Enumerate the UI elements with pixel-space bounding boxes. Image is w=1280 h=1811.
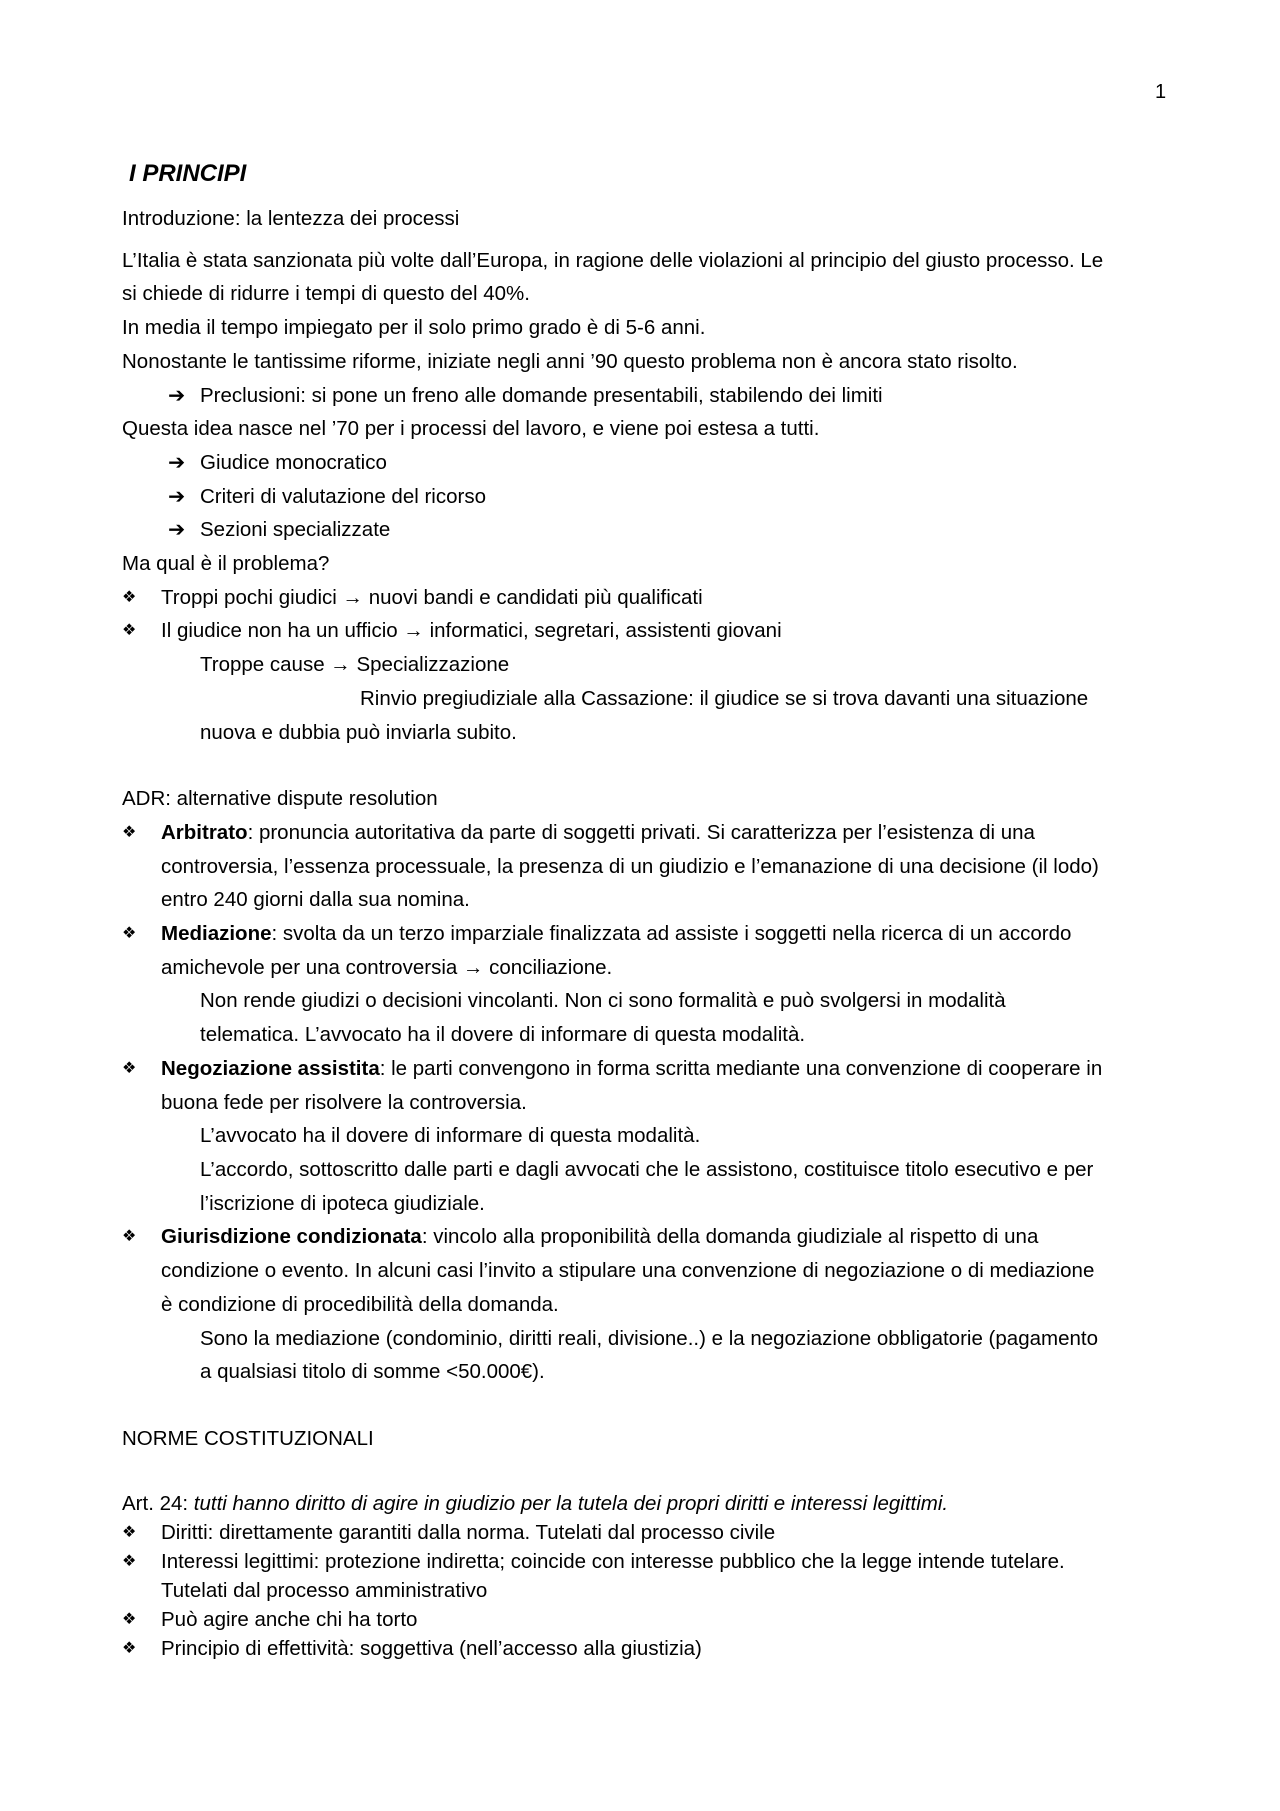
bullet-continuation: entro 240 giorni dalla sua nomina. (161, 888, 470, 912)
bullet-list-item: ❖ Interessi legittimi: protezione indiretta; coincide con interesse pubblico che la legge intende tutelare. (122, 1547, 1167, 1576)
paragraph-line: Questa idea nasce nel ’70 per i processi del lavoro, e viene poi estesa a tutti. (122, 417, 820, 441)
adr-heading: ADR: alternative dispute resolution (122, 787, 438, 811)
indented-line: Rinvio pregiudiziale alla Cassazione: il giudice se si trova davanti una situazione (360, 686, 1089, 710)
bullet-list-item: ❖ Principio di effettività: soggettiva (nell’accesso alla giustizia) (122, 1634, 1167, 1663)
diamond-bullet-icon: ❖ (122, 1639, 137, 1657)
paragraph-line: si chiede di ridurre i tempi di questo del 40%. (122, 282, 530, 306)
bullet-list-item: ❖ Troppi pochi giudici → nuovi bandi e candidati più qualificati (122, 581, 1167, 615)
indented-line: Non rende giudizi o decisioni vincolanti. Non ci sono formalità e può svolgersi in modalità (200, 989, 1006, 1013)
indented-line: telematica. L’avvocato ha il dovere di informare di questa modalità. (200, 1023, 806, 1047)
right-arrow-icon: ➔ (168, 484, 186, 508)
indented-line: a qualsiasi titolo di somme <50.000€). (200, 1360, 545, 1384)
bullet-continuation: condizione o evento. In alcuni casi l’invito a stipulare una convenzione di negoziazione o di mediazione (161, 1259, 1095, 1283)
diamond-bullet-icon: ❖ (122, 1523, 137, 1541)
paragraph-line: Nonostante le tantissime riforme, iniziate negli anni ’90 questo problema non è ancora stato risolto. (122, 349, 1018, 373)
page-number: 1 (1155, 81, 1167, 103)
bullet-continuation: è condizione di procedibilità della domanda. (161, 1292, 559, 1316)
bullet-list-item: ❖ Mediazione: svolta da un terzo imparziale finalizzata ad assiste i soggetti nella ricerca di un accordo (122, 917, 1167, 951)
indented-line: l’iscrizione di ipoteca giudiziale. (200, 1191, 485, 1215)
indented-line: L’accordo, sottoscritto dalle parti e dagli avvocati che le assistono, costituisce titolo esecutivo e per (200, 1157, 1094, 1181)
diamond-bullet-icon: ❖ (122, 925, 137, 943)
indented-line: Troppe cause → Specializzazione (200, 653, 510, 677)
document-body (122, 156, 1167, 1663)
bullet-list-item: ❖ Negoziazione assistita: le parti convengono in forma scritta mediante una convenzione di cooperare in (122, 1052, 1167, 1086)
bullet-continuation: amichevole per una controversia → conciliazione. (161, 955, 613, 979)
paragraph-line: L’Italia è stata sanzionata più volte dall’Europa, in ragione delle violazioni al principio del giusto processo. Le (122, 248, 1104, 272)
diamond-bullet-icon: ❖ (122, 1228, 137, 1246)
indented-line: Sono la mediazione (condominio, diritti reali, divisione..) e la negoziazione obbligatorie (pagamento (200, 1326, 1098, 1350)
indented-line: L’avvocato ha il dovere di informare di questa modalità. (200, 1124, 701, 1148)
problem-question: Ma qual è il problema? (122, 552, 330, 576)
diamond-bullet-icon: ❖ (122, 1059, 137, 1077)
arrow-list-item: ➔ Criteri di valutazione del ricorso (122, 480, 1167, 514)
arrow-list-item: ➔ Preclusioni: si pone un freno alle domande presentabili, stabilendo dei limiti (122, 379, 1167, 413)
arrow-list-item: ➔ Giudice monocratico (122, 446, 1167, 480)
diamond-bullet-icon: ❖ (122, 588, 137, 606)
bullet-list-item: ❖ Diritti: direttamente garantiti dalla norma. Tutelati dal processo civile (122, 1518, 1167, 1547)
paragraph-line: In media il tempo impiegato per il solo primo grado è di 5-6 anni. (122, 316, 706, 340)
diamond-bullet-icon: ❖ (122, 1552, 137, 1570)
bullet-list-item: ❖ Il giudice non ha un ufficio → informatici, segretari, assistenti giovani (122, 614, 1167, 648)
right-arrow-icon: ➔ (168, 450, 186, 474)
bullet-list-item: ❖ Giurisdizione condizionata: vincolo alla proponibilità della domanda giudiziale al rispetto di una (122, 1220, 1167, 1254)
arrow-list-item: ➔ Sezioni specializzate (122, 513, 1167, 547)
indented-line: nuova e dubbia può inviarla subito. (200, 720, 517, 744)
article-line: Art. 24: tutti hanno diritto di agire in giudizio per la tutela dei propri diritti e interessi legittimi. (122, 1491, 949, 1515)
diamond-bullet-icon: ❖ (122, 1610, 137, 1628)
diamond-bullet-icon: ❖ (122, 622, 137, 640)
bullet-continuation: Tutelati dal processo amministrativo (161, 1578, 488, 1602)
norme-heading: NORME COSTITUZIONALI (122, 1426, 374, 1450)
diamond-bullet-icon: ❖ (122, 823, 137, 841)
intro-heading: Introduzione: la lentezza dei processi (122, 207, 460, 230)
bullet-continuation: buona fede per risolvere la controversia. (161, 1090, 527, 1114)
page-title: I PRINCIPI (129, 160, 247, 187)
right-arrow-icon: ➔ (168, 518, 186, 542)
bullet-list-item: ❖ Arbitrato: pronuncia autoritativa da parte di soggetti privati. Si caratterizza per l’esistenza di una (122, 816, 1167, 850)
bullet-continuation: controversia, l’essenza processuale, la presenza di un giudizio e l’emanazione di una decisione (il lodo) (161, 854, 1099, 878)
right-arrow-icon: ➔ (168, 383, 186, 407)
bullet-list-item: ❖ Può agire anche chi ha torto (122, 1605, 1167, 1634)
